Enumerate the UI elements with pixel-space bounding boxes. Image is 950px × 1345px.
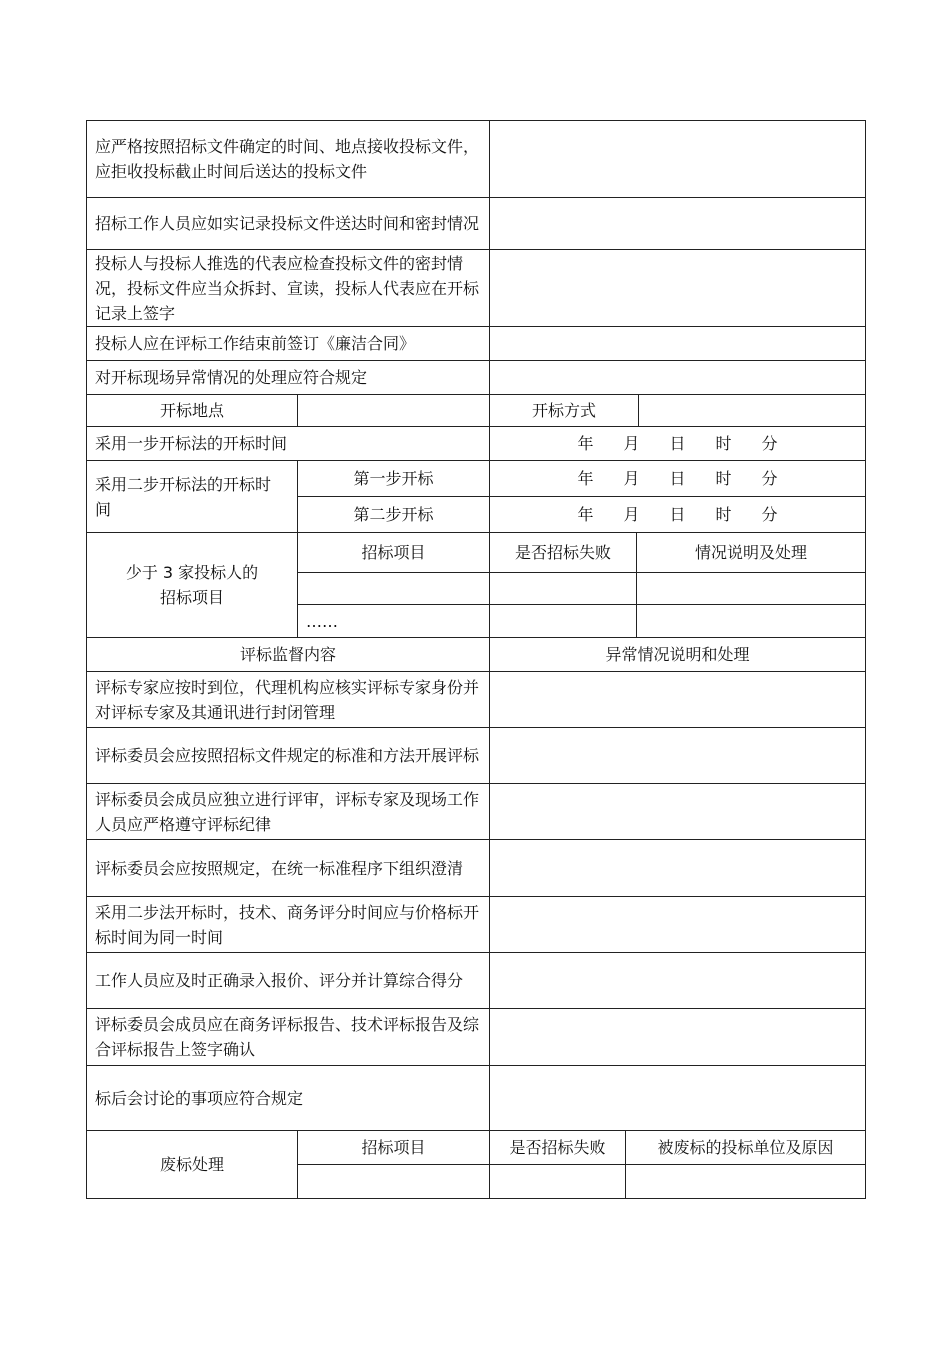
integrity-contract-remark[interactable]	[489, 326, 866, 361]
one-step-time-value[interactable]	[489, 426, 866, 461]
disqualified-header-project	[297, 1130, 490, 1165]
few-bidders-row1-notes[interactable]	[636, 572, 866, 605]
day-unit: 日	[669, 469, 686, 488]
disqualified-header-failed	[489, 1130, 626, 1165]
item-text: 工作人员应及时正确录入报价、评分并计算综合得分	[95, 971, 464, 990]
opening-method-label	[489, 394, 639, 427]
hour-unit: 时	[715, 434, 732, 453]
step1-label	[297, 460, 490, 497]
integrity-contract-item	[86, 326, 490, 361]
few-bidders-row1-failed[interactable]	[489, 572, 637, 605]
item-text: 对开标现场异常情况的处理应符合规定	[95, 368, 368, 387]
evaluation-header-content	[86, 637, 490, 672]
year-unit: 年	[577, 469, 594, 488]
minute-unit: 分	[761, 505, 778, 524]
label-text: 第一步开标	[353, 469, 434, 488]
disqualified-row-failed[interactable]	[489, 1164, 626, 1199]
few-bidders-row1-project[interactable]	[297, 572, 490, 605]
hour-unit: 时	[715, 505, 732, 524]
label-text: 开标方式	[531, 401, 596, 420]
two-step-time-label	[86, 460, 298, 533]
item-text: 投标人与投标人推选的代表应检查投标文件的密封情况，投标文件应当众拆封、宣读，投标人代表应在开标记录上签字	[95, 253, 480, 323]
evaluation-item	[86, 727, 490, 784]
record-delivery-remark[interactable]	[489, 197, 866, 250]
evaluation-remark[interactable]	[489, 783, 866, 840]
label-text: 开标地点	[159, 401, 224, 420]
step2-time-value[interactable]	[489, 496, 866, 533]
header-text: 被废标的投标单位及原因	[657, 1138, 834, 1157]
evaluation-item	[86, 783, 490, 840]
abnormal-handling-item	[86, 360, 490, 395]
header-text: 是否招标失败	[514, 543, 611, 562]
evaluation-item	[86, 952, 490, 1009]
header-text: 异常情况说明和处理	[605, 645, 750, 664]
label-text: 采用二步开标法的开标时间	[95, 474, 272, 519]
disqualified-header-reason	[625, 1130, 866, 1165]
month-unit: 月	[623, 469, 640, 488]
few-bidders-label	[86, 532, 298, 638]
evaluation-remark[interactable]	[489, 1008, 866, 1066]
day-unit: 日	[669, 434, 686, 453]
few-bidders-row2-project[interactable]	[297, 604, 490, 638]
few-bidders-row2-notes[interactable]	[636, 604, 866, 638]
disqualified-label	[86, 1130, 298, 1199]
few-bidders-header-notes	[636, 532, 866, 573]
item-text: 评标专家应按时到位，代理机构应核实评标专家身份并对评标专家及其通讯进行封闭管理	[95, 677, 480, 722]
header-text: 情况说明及处理	[694, 543, 807, 562]
disqualified-row-project[interactable]	[297, 1164, 490, 1199]
evaluation-remark[interactable]	[489, 671, 866, 728]
item-text: 投标人应在评标工作结束前签订《廉洁合同》	[95, 334, 416, 353]
label-text: 少于 3 家投标人的招标项目	[125, 563, 259, 607]
evaluation-item	[86, 1008, 490, 1066]
item-text: 评标委员会应按照规定，在统一标准程序下组织澄清	[95, 858, 464, 878]
item-text: 应严格按照招标文件确定的时间、地点接收投标文件，应拒收投标截止时间后送达的投标文件	[95, 137, 480, 181]
header-text: 评标监督内容	[239, 645, 336, 664]
few-bidders-header-failed	[489, 532, 637, 573]
disqualified-row-reason[interactable]	[625, 1164, 866, 1199]
year-unit: 年	[577, 434, 594, 453]
item-text: 标后会讨论的事项应符合规定	[95, 1088, 304, 1108]
few-bidders-header-project	[297, 532, 490, 573]
minute-unit: 分	[761, 434, 778, 453]
evaluation-remark[interactable]	[489, 952, 866, 1009]
item-text: 招标工作人员应如实记录投标文件送达时间和密封情况	[95, 214, 480, 233]
check-seal-item	[86, 249, 490, 327]
evaluation-item	[86, 839, 490, 897]
abnormal-handling-remark[interactable]	[489, 360, 866, 395]
evaluation-item	[86, 671, 490, 728]
evaluation-item	[86, 1065, 490, 1131]
label-text: 废标处理	[159, 1155, 224, 1174]
one-step-time-label	[86, 426, 490, 461]
day-unit: 日	[669, 505, 686, 524]
opening-method-value[interactable]	[638, 394, 866, 427]
evaluation-remark[interactable]	[489, 896, 866, 953]
label-text: 第二步开标	[353, 505, 434, 524]
header-text: 招标项目	[361, 1138, 426, 1157]
evaluation-remark[interactable]	[489, 1065, 866, 1131]
month-unit: 月	[623, 434, 640, 453]
evaluation-item	[86, 896, 490, 953]
step1-time-value[interactable]	[489, 460, 866, 497]
item-text: 评标委员会应按照招标文件规定的标准和方法开展评标	[95, 746, 480, 765]
item-text: 采用二步法开标时，技术、商务评分时间应与价格标开标时间为同一时间	[95, 902, 480, 947]
check-seal-remark[interactable]	[489, 249, 866, 327]
hour-unit: 时	[715, 469, 732, 488]
receive-bid-docs-remark[interactable]	[489, 120, 866, 198]
evaluation-header-notes	[489, 637, 866, 672]
receive-bid-docs-item	[86, 120, 490, 198]
item-text: 评标委员会成员应在商务评标报告、技术评标报告及综合评标报告上签字确认	[95, 1015, 480, 1059]
minute-unit: 分	[761, 469, 778, 488]
opening-place-label	[86, 394, 298, 427]
header-text: 是否招标失败	[509, 1138, 606, 1157]
evaluation-remark[interactable]	[489, 727, 866, 784]
evaluation-remark[interactable]	[489, 839, 866, 897]
item-text: 评标委员会成员应独立进行评审，评标专家及现场工作人员应严格遵守评标纪律	[95, 789, 480, 834]
year-unit: 年	[577, 505, 594, 524]
ellipsis-text: ……	[306, 611, 338, 631]
record-delivery-item	[86, 197, 490, 250]
few-bidders-row2-failed[interactable]	[489, 604, 637, 638]
month-unit: 月	[623, 505, 640, 524]
header-text: 招标项目	[361, 543, 426, 562]
label-text: 采用一步开标法的开标时间	[95, 434, 288, 453]
step2-label	[297, 496, 490, 533]
opening-place-value[interactable]	[297, 394, 490, 427]
